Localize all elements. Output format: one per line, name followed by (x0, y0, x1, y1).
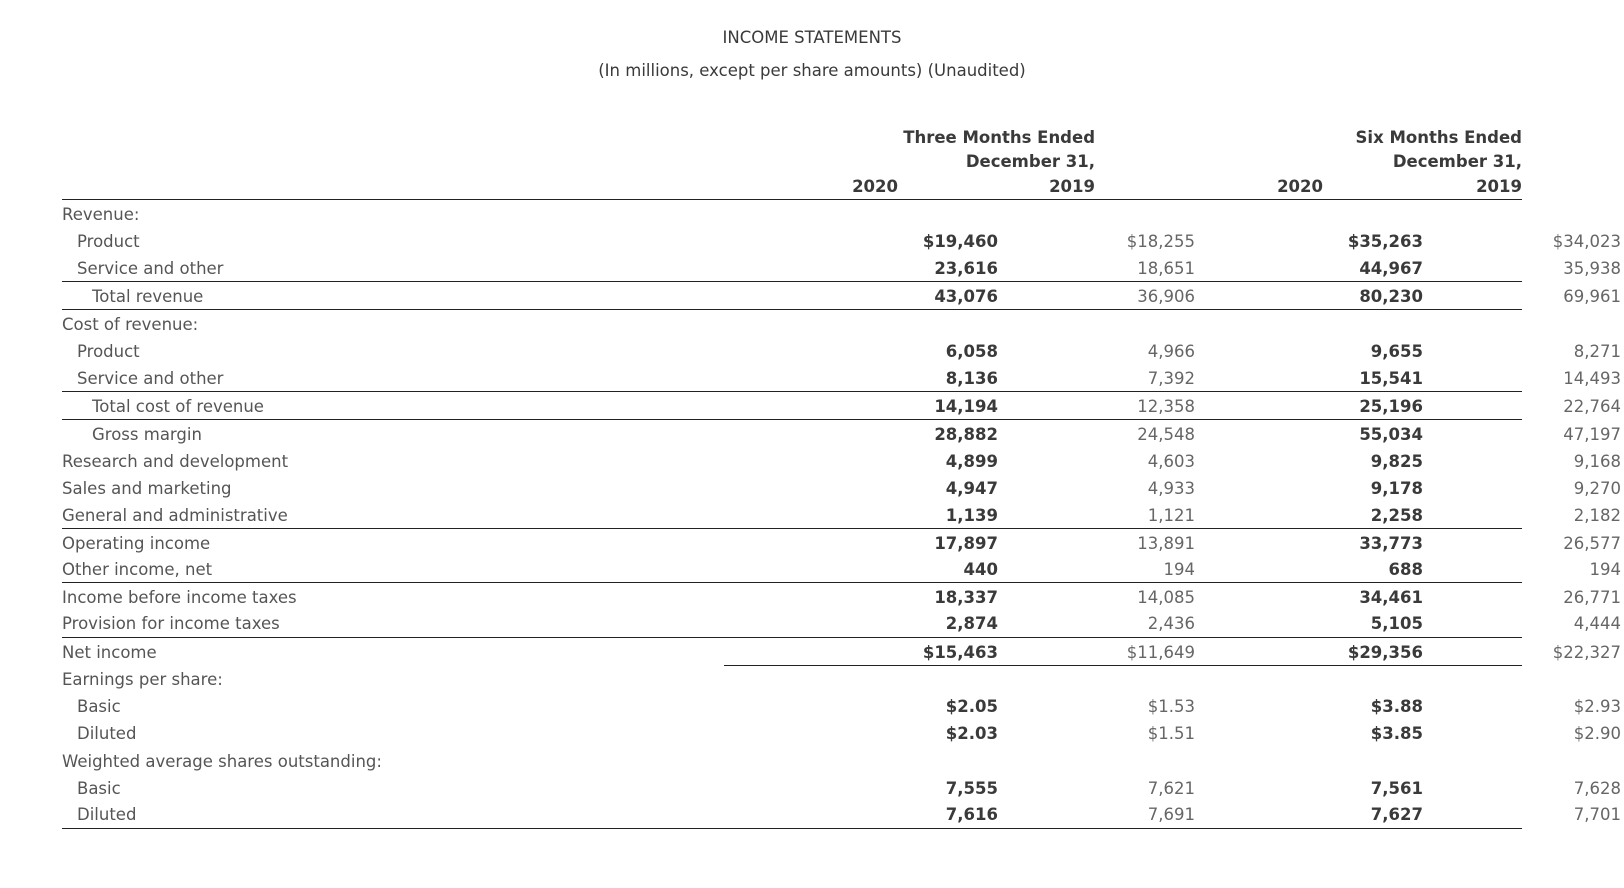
table-row (62, 232, 1621, 259)
cell-h-2020: 5,105 (1370, 614, 1423, 633)
row-label: Sales and marketing (62, 479, 232, 498)
table-row (62, 452, 1621, 479)
row-label: Weighted average shares outstanding: (62, 752, 382, 771)
cell-q-2019: $11,649 (1126, 643, 1195, 662)
table-row (62, 397, 1621, 424)
cell-h-2020: $29,356 (1347, 643, 1423, 662)
cell-q-2020: $19,460 (922, 232, 998, 251)
table-row (62, 425, 1621, 452)
cell-q-2020: 18,337 (934, 588, 998, 607)
cell-q-2019: $1.51 (1147, 724, 1195, 743)
cell-q-2019: $18,255 (1126, 232, 1195, 251)
cell-h-2019: 14,493 (1563, 369, 1621, 388)
cell-h-2020: 44,967 (1359, 259, 1423, 278)
row-label: Diluted (77, 805, 137, 824)
header-year-3: 2020 (1277, 177, 1323, 196)
header-six-months (1322, 126, 1522, 174)
header-year-4: 2019 (1476, 177, 1522, 196)
cell-q-2020: 8,136 (945, 369, 998, 388)
cell-h-2020: 15,541 (1359, 369, 1423, 388)
table-row (62, 315, 1562, 342)
header-year-2: 2019 (1049, 177, 1095, 196)
table-row (62, 588, 1621, 615)
cell-h-2020: $3.85 (1370, 724, 1423, 743)
cell-h-2020: 80,230 (1359, 287, 1423, 306)
cell-h-2020: 9,825 (1370, 452, 1423, 471)
cell-q-2019: 7,392 (1147, 369, 1195, 388)
header-three-months-line1: Three Months Ended (903, 128, 1095, 147)
row-label: Provision for income taxes (62, 614, 280, 633)
cell-h-2020: 688 (1388, 560, 1423, 579)
cell-q-2020: 4,899 (945, 452, 998, 471)
table-row (62, 205, 1562, 232)
cell-q-2020: 17,897 (934, 534, 998, 553)
row-label: General and administrative (62, 506, 288, 525)
cell-q-2020: $2.05 (945, 697, 998, 716)
row-label: Service and other (77, 369, 224, 388)
row-label: Research and development (62, 452, 289, 471)
cell-h-2020: 55,034 (1359, 425, 1423, 444)
cell-q-2020: $15,463 (922, 643, 998, 662)
row-label: Diluted (77, 724, 137, 743)
row-label: Product (77, 342, 140, 361)
row-label: Earnings per share: (62, 670, 223, 689)
header-six-months-line2: December 31, (1392, 152, 1522, 171)
header-six-months-line1: Six Months Ended (1355, 128, 1522, 147)
table-row (62, 479, 1621, 506)
cell-q-2019: 12,358 (1137, 397, 1195, 416)
table-row (62, 805, 1621, 832)
cell-q-2019: 14,085 (1137, 588, 1195, 607)
cell-h-2019: 26,771 (1563, 588, 1621, 607)
cell-q-2019: 194 (1163, 560, 1195, 579)
table-row (62, 560, 1621, 587)
row-label: Product (77, 232, 140, 251)
row-label: Total revenue (92, 287, 204, 306)
cell-q-2019: 2,436 (1147, 614, 1195, 633)
table-row (62, 342, 1621, 369)
cell-h-2019: $34,023 (1552, 232, 1621, 251)
row-label: Operating income (62, 534, 211, 553)
table-row (62, 697, 1621, 724)
header-year-1: 2020 (852, 177, 898, 196)
cell-h-2020: 7,627 (1370, 805, 1423, 824)
table-row (62, 779, 1621, 806)
cell-h-2019: 7,701 (1573, 805, 1621, 824)
cell-q-2020: 14,194 (934, 397, 998, 416)
table-row (62, 614, 1621, 641)
cell-q-2019: 4,603 (1147, 452, 1195, 471)
cell-q-2019: 18,651 (1137, 259, 1195, 278)
cell-h-2019: 7,628 (1573, 779, 1621, 798)
cell-q-2020: 6,058 (945, 342, 998, 361)
cell-h-2020: 9,655 (1370, 342, 1423, 361)
cell-h-2019: 47,197 (1563, 425, 1621, 444)
cell-h-2019: 194 (1589, 560, 1621, 579)
cell-h-2019: 2,182 (1573, 506, 1621, 525)
table-row (62, 643, 1621, 670)
cell-h-2019: 9,270 (1573, 479, 1621, 498)
cell-q-2020: $2.03 (945, 724, 998, 743)
cell-q-2020: 28,882 (934, 425, 998, 444)
row-label: Other income, net (62, 560, 213, 579)
table-row (62, 369, 1621, 396)
cell-h-2019: 69,961 (1563, 287, 1621, 306)
table-row (62, 259, 1621, 286)
row-label: Total cost of revenue (92, 397, 264, 416)
table-row (62, 752, 1562, 779)
row-label: Income before income taxes (62, 588, 297, 607)
cell-q-2019: $1.53 (1147, 697, 1195, 716)
cell-h-2020: $35,263 (1347, 232, 1423, 251)
cell-q-2019: 24,548 (1137, 425, 1195, 444)
row-label: Revenue: (62, 205, 140, 224)
cell-q-2020: 2,874 (945, 614, 998, 633)
cell-h-2020: 34,461 (1359, 588, 1423, 607)
cell-h-2019: $2.93 (1573, 697, 1621, 716)
cell-h-2019: 35,938 (1563, 259, 1621, 278)
cell-q-2019: 7,621 (1147, 779, 1195, 798)
cell-q-2019: 7,691 (1147, 805, 1195, 824)
row-label: Basic (77, 697, 121, 716)
cell-q-2019: 4,933 (1147, 479, 1195, 498)
cell-h-2019: 4,444 (1573, 614, 1621, 633)
page-title: INCOME STATEMENTS (722, 28, 902, 47)
cell-q-2019: 1,121 (1147, 506, 1195, 525)
row-label: Service and other (77, 259, 224, 278)
cell-q-2020: 7,616 (945, 805, 998, 824)
cell-h-2019: 8,271 (1573, 342, 1621, 361)
cell-q-2020: 7,555 (945, 779, 998, 798)
table-row (62, 506, 1621, 533)
cell-q-2019: 4,966 (1147, 342, 1195, 361)
cell-h-2019: 22,764 (1563, 397, 1621, 416)
cell-h-2019: 9,168 (1573, 452, 1621, 471)
cell-h-2020: 25,196 (1359, 397, 1423, 416)
cell-q-2020: 23,616 (934, 259, 998, 278)
row-label: Basic (77, 779, 121, 798)
header-three-months (895, 126, 1095, 174)
cell-q-2019: 13,891 (1137, 534, 1195, 553)
cell-q-2020: 1,139 (945, 506, 998, 525)
cell-h-2020: 2,258 (1370, 506, 1423, 525)
cell-q-2020: 440 (963, 560, 998, 579)
page-subtitle: (In millions, except per share amounts) (Unaudited) (598, 61, 1026, 80)
cell-h-2020: $3.88 (1370, 697, 1423, 716)
cell-h-2020: 7,561 (1370, 779, 1423, 798)
table-row (62, 724, 1621, 751)
cell-h-2019: $2.90 (1573, 724, 1621, 743)
header-three-months-line2: December 31, (965, 152, 1095, 171)
cell-q-2020: 43,076 (934, 287, 998, 306)
table-row (62, 287, 1621, 314)
cell-h-2019: 26,577 (1563, 534, 1621, 553)
table-row (62, 670, 1562, 697)
table-row (62, 534, 1621, 561)
rule-header (62, 199, 1522, 200)
cell-q-2020: 4,947 (945, 479, 998, 498)
cell-h-2019: $22,327 (1552, 643, 1621, 662)
cell-h-2020: 33,773 (1359, 534, 1423, 553)
row-label: Net income (62, 643, 157, 662)
cell-q-2019: 36,906 (1137, 287, 1195, 306)
row-label: Cost of revenue: (62, 315, 199, 334)
row-label: Gross margin (92, 425, 202, 444)
cell-h-2020: 9,178 (1370, 479, 1423, 498)
